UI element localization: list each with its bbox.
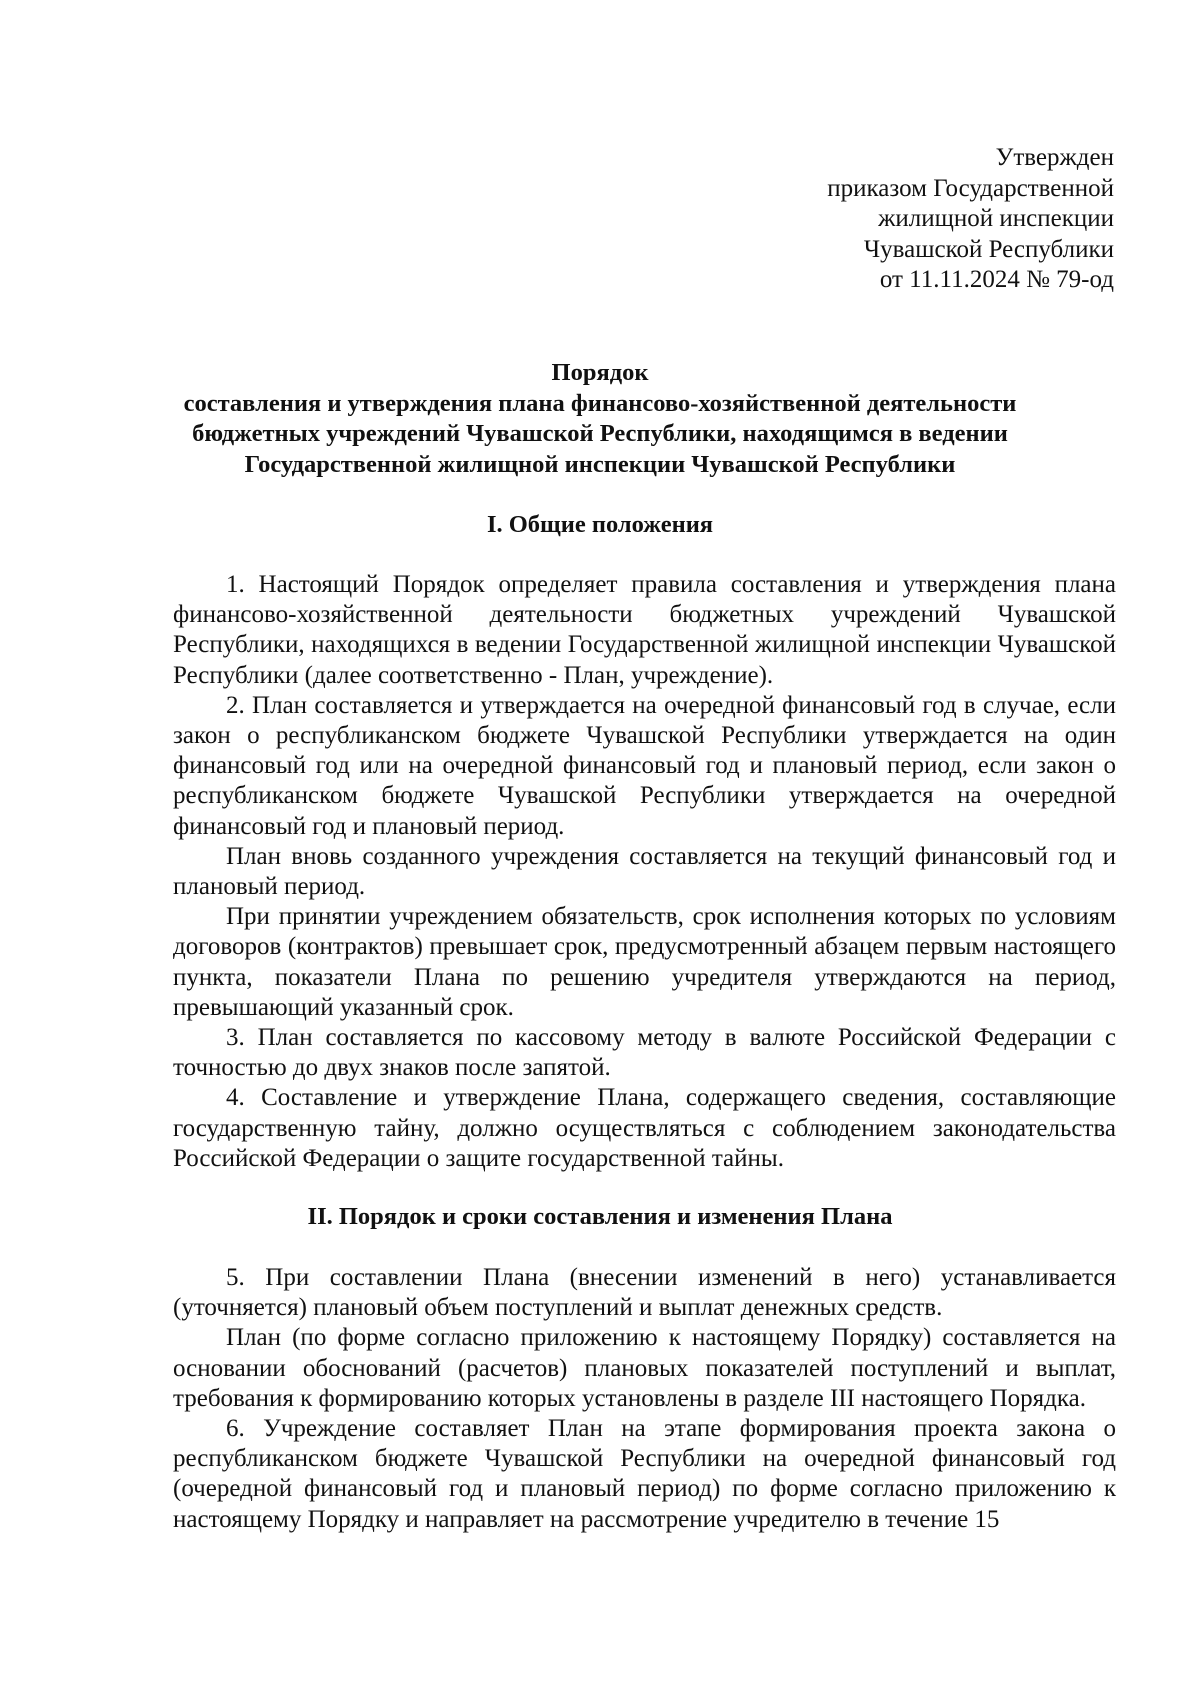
title-line: Государственной жилищной инспекции Чувашской Республики [244,450,956,478]
approval-date-number: от 11.11.2024 № 79-од [879,266,1114,293]
paragraph: 3. План составляется по кассовому методу в валюте Российской Федерации с точностью до двух знаков после запятой. [173,1024,1116,1082]
title-line: составления и утверждения плана финансово-хозяйственной деятельности [183,389,1017,417]
approval-line: Утвержден [995,144,1114,171]
title-line: Порядок [551,359,649,386]
approval-stamp-block [827,143,1114,296]
approval-line: приказом Государственной [827,174,1114,202]
section-1-heading: I. Общие положения [486,511,714,538]
paragraph: При принятии учреждением обязательств, срок исполнения которых по условиям договоров (контрактов) превышает срок, предусмотренный абзацем первым настоящего пункта, показатели Плана по решению учредителя утверждаются на период, превышающий указанный срок. [173,903,1116,1021]
approval-line: жилищной инспекции [878,205,1114,232]
paragraph: План вновь созданного учреждения составляется на текущий финансовый год и плановый период. [173,842,1116,901]
section-2-body [173,1263,1116,1535]
approval-line: Чувашской Республики [863,235,1114,263]
paragraph: План (по форме согласно приложению к настоящему Порядку) составляется на основании обоснований (расчетов) плановых показателей поступлений и выплат, требования к формированию которых установлены в разделе III настоящего Порядка. [173,1324,1116,1412]
title-line: бюджетных учреждений Чувашской Республики, находящимся в ведении [192,420,1008,447]
paragraph: 4. Составление и утверждение Плана, содержащего сведения, составляющие государственную тайну, должно осуществляться с соблюдением законодательства Российской Федерации о защите государственной тайны. [173,1084,1116,1172]
section-1-body [173,570,1116,1174]
document-title [150,358,1050,480]
paragraph: 6. Учреждение составляет План на этапе формирования проекта закона о республиканском бюджете Чувашской Республики на очередной финансовый год (очередной финансовый год и плановый период) по форме согласно приложению к настоящему Порядку и направляет на рассмотрение учредителю в течение 15 [173,1415,1116,1533]
paragraph: 1. Настоящий Порядок определяет правила составления и утверждения плана финансово-хозяйственной деятельности бюджетных учреждений Чувашской Республики, находящихся в ведении Государственной жилищной инспекции Чувашской Республики (далее соответственно - План, учреждение). [173,571,1116,689]
paragraph: 5. При составлении Плана (внесении изменений в него) устанавливается (уточняется) плановый объем поступлений и выплат денежных средств. [173,1264,1116,1322]
section-2-heading: II. Порядок и сроки составления и изменения Плана [307,1203,893,1230]
paragraph: 2. План составляется и утверждается на очередной финансовый год в случае, если закон о республиканском бюджете Чувашской Республики утверждается на один финансовый год или на очередной финансовый год и плановый период, если закон о республиканском бюджете Чувашской Республики утверждается на очередной финансовый год и плановый период. [173,691,1116,840]
